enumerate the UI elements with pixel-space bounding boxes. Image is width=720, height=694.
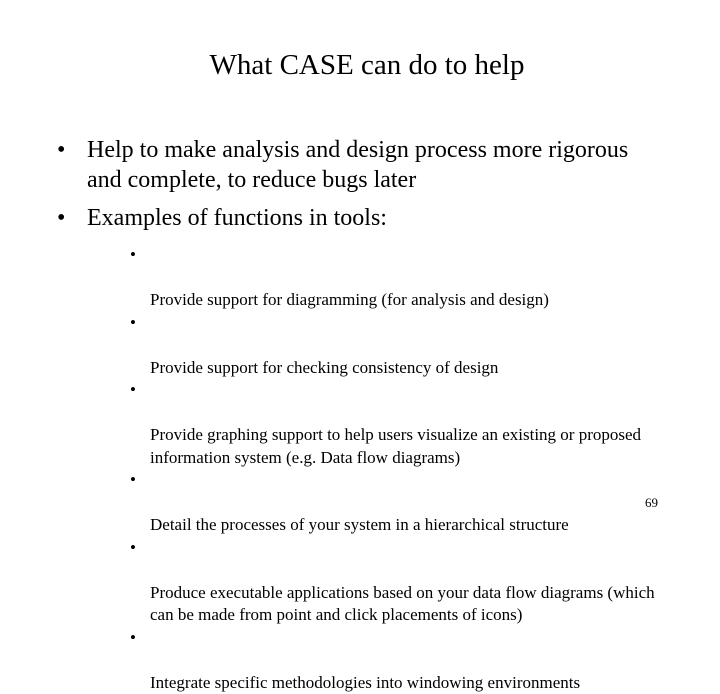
slide-title: What CASE can do to help bbox=[0, 47, 720, 83]
bullet-icon: • bbox=[130, 244, 136, 267]
sub-bullet-text: Produce executable applications based on your data flow diagrams (which can be made from point and click placements of icons) bbox=[150, 583, 655, 625]
page-number: 69 bbox=[645, 495, 658, 511]
bullet-icon: • bbox=[130, 312, 136, 335]
sub-bullet-list bbox=[150, 244, 670, 694]
sub-bullet-item bbox=[150, 312, 670, 380]
bullet-icon: • bbox=[130, 627, 136, 650]
bullet-text: Examples of functions in tools: bbox=[87, 205, 387, 231]
bullet-icon: • bbox=[57, 203, 65, 233]
sub-bullet-item bbox=[150, 627, 670, 694]
sub-bullet-item bbox=[150, 537, 670, 627]
sub-bullet-item bbox=[150, 379, 670, 469]
bullet-icon: • bbox=[130, 379, 136, 402]
bullet-text: Help to make analysis and design process more rigorous and complete, to reduce bugs later bbox=[87, 137, 628, 193]
bullet-icon: • bbox=[57, 135, 65, 165]
sub-bullet-text: Detail the processes of your system in a hierarchical structure bbox=[150, 515, 569, 534]
sub-bullet-text: Provide graphing support to help users visualize an existing or proposed information system (e.g. Data flow diagrams) bbox=[150, 425, 641, 467]
sub-bullet-text: Provide support for diagramming (for analysis and design) bbox=[150, 290, 549, 309]
bullet-icon: • bbox=[130, 469, 136, 492]
sub-bullet-item bbox=[150, 469, 670, 537]
bullet-icon: • bbox=[130, 537, 136, 560]
bullet-item bbox=[87, 203, 667, 233]
bullet-item bbox=[87, 135, 667, 195]
sub-bullet-text: Integrate specific methodologies into windowing environments bbox=[150, 673, 580, 692]
sub-bullet-text: Provide support for checking consistency of design bbox=[150, 358, 498, 377]
sub-bullet-item bbox=[150, 244, 670, 312]
